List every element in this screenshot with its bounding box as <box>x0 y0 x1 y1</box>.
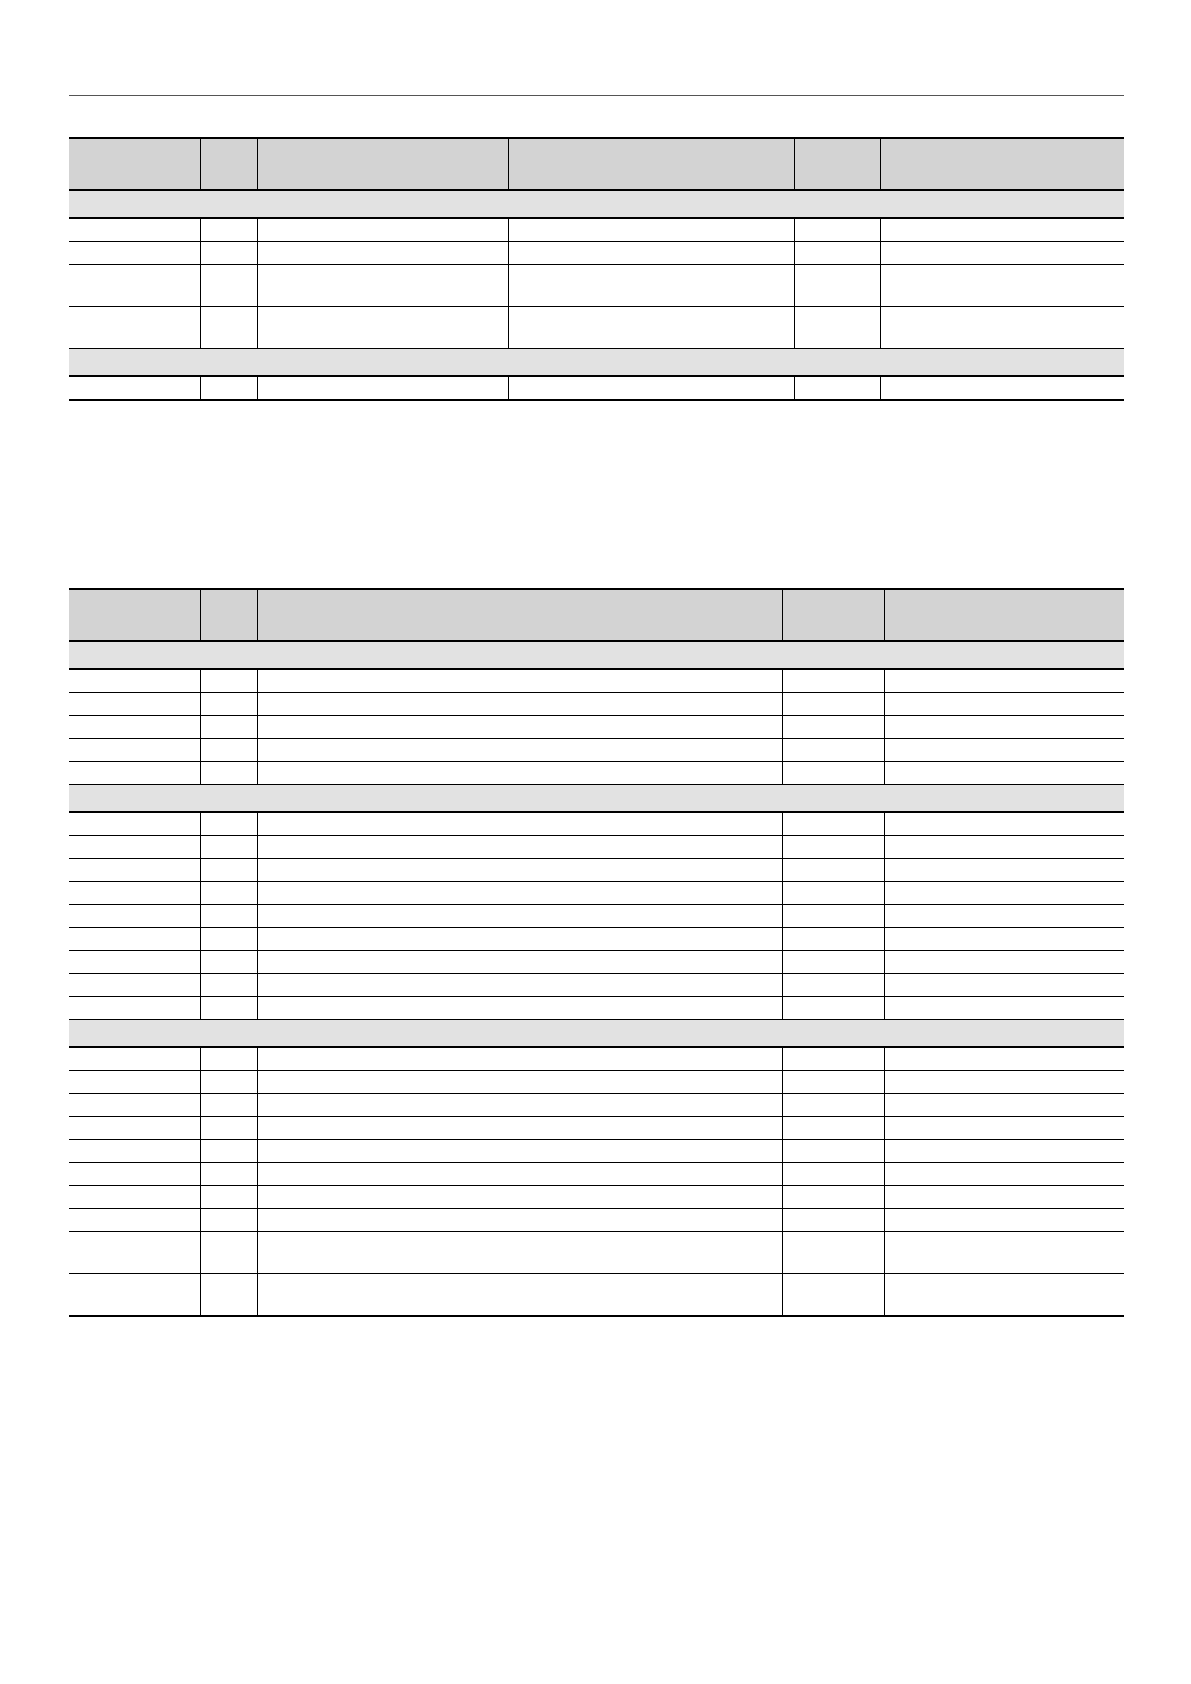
table-cell <box>508 265 794 307</box>
table-cell <box>69 307 200 349</box>
table-row <box>69 242 1124 265</box>
table-cell <box>782 1117 884 1140</box>
table-cell <box>884 905 1124 928</box>
table-cell <box>884 1117 1124 1140</box>
table-cell <box>257 1047 782 1071</box>
table-cell <box>200 376 257 400</box>
table-cell <box>69 859 200 882</box>
table-cell <box>200 974 257 997</box>
table-row <box>69 1232 1124 1274</box>
table-cell <box>782 1071 884 1094</box>
table-cell <box>782 716 884 739</box>
table-cell <box>782 951 884 974</box>
table-cell <box>884 1047 1124 1071</box>
section-header-row <box>69 641 1124 669</box>
table-cell <box>257 1117 782 1140</box>
table-cell <box>69 242 200 265</box>
table-cell <box>69 882 200 905</box>
parameter-table-1 <box>69 137 1124 401</box>
table-cell <box>257 218 508 242</box>
table-cell <box>257 265 508 307</box>
table-cell <box>257 882 782 905</box>
table-cell <box>884 693 1124 716</box>
table-cell <box>257 905 782 928</box>
table-cell <box>782 812 884 836</box>
table-cell <box>782 1209 884 1232</box>
column-header <box>257 138 508 190</box>
table-cell <box>884 1232 1124 1274</box>
table-cell <box>200 716 257 739</box>
table-cell <box>69 1047 200 1071</box>
table-cell <box>69 1163 200 1186</box>
table-row <box>69 1117 1124 1140</box>
column-header <box>200 589 257 641</box>
table-cell <box>782 669 884 693</box>
table-cell <box>200 739 257 762</box>
table-row <box>69 882 1124 905</box>
section-header-row <box>69 1020 1124 1048</box>
table-cell <box>200 1209 257 1232</box>
table-cell <box>884 1094 1124 1117</box>
table-cell <box>508 307 794 349</box>
table-cell <box>200 997 257 1020</box>
table-cell <box>884 669 1124 693</box>
table-cell <box>257 693 782 716</box>
table-cell <box>794 265 880 307</box>
page-header-rule <box>69 95 1124 96</box>
table-cell <box>257 997 782 1020</box>
table-row <box>69 716 1124 739</box>
table-cell <box>782 882 884 905</box>
table-cell <box>884 928 1124 951</box>
table-cell <box>508 376 794 400</box>
table-row <box>69 307 1124 349</box>
table-cell <box>69 836 200 859</box>
table-cell <box>200 1094 257 1117</box>
table-row <box>69 974 1124 997</box>
table-cell <box>884 1163 1124 1186</box>
table-cell <box>200 669 257 693</box>
table-cell <box>257 307 508 349</box>
table-cell <box>884 739 1124 762</box>
table-cell <box>508 218 794 242</box>
table-cell <box>782 1140 884 1163</box>
table-cell <box>200 1117 257 1140</box>
table-cell <box>69 376 200 400</box>
table-row <box>69 859 1124 882</box>
table-cell <box>69 997 200 1020</box>
table-cell <box>69 693 200 716</box>
table-cell <box>884 951 1124 974</box>
table-cell <box>257 812 782 836</box>
table-cell <box>884 1186 1124 1209</box>
table-cell <box>884 1140 1124 1163</box>
table-header-row <box>69 138 1124 190</box>
table-cell <box>257 1209 782 1232</box>
table-cell <box>257 739 782 762</box>
table-row <box>69 218 1124 242</box>
table-cell <box>257 1071 782 1094</box>
section-header-row <box>69 190 1124 218</box>
table-cell <box>200 242 257 265</box>
table-row <box>69 1071 1124 1094</box>
table-cell <box>200 1186 257 1209</box>
table-cell <box>200 1047 257 1071</box>
table-header-row <box>69 589 1124 641</box>
table-cell <box>884 762 1124 785</box>
table-cell <box>200 307 257 349</box>
table-cell <box>200 836 257 859</box>
table-cell <box>200 693 257 716</box>
table-row <box>69 265 1124 307</box>
table-cell <box>782 859 884 882</box>
table-row <box>69 812 1124 836</box>
table-cell <box>200 1274 257 1317</box>
table-cell <box>200 928 257 951</box>
table-cell <box>200 905 257 928</box>
table-cell <box>257 1274 782 1317</box>
table-cell <box>782 997 884 1020</box>
column-header <box>69 589 200 641</box>
table-row <box>69 836 1124 859</box>
column-header <box>884 589 1124 641</box>
table-cell <box>69 1186 200 1209</box>
table-cell <box>257 1094 782 1117</box>
section-title <box>69 190 1124 218</box>
section-header-row <box>69 785 1124 813</box>
table-cell <box>794 307 880 349</box>
table-cell <box>782 1047 884 1071</box>
table-cell <box>880 307 1124 349</box>
table-cell <box>257 762 782 785</box>
section-title <box>69 349 1124 377</box>
table-cell <box>884 1209 1124 1232</box>
table-cell <box>200 218 257 242</box>
table-row <box>69 1047 1124 1071</box>
parameter-table-2 <box>69 588 1124 1317</box>
table-cell <box>884 716 1124 739</box>
table-cell <box>880 265 1124 307</box>
table-row <box>69 693 1124 716</box>
table-cell <box>794 242 880 265</box>
column-header <box>782 589 884 641</box>
table-row <box>69 1186 1124 1209</box>
table-cell <box>69 265 200 307</box>
table-cell <box>884 1071 1124 1094</box>
table-cell <box>782 1094 884 1117</box>
table-cell <box>782 974 884 997</box>
table-cell <box>782 1274 884 1317</box>
section-header-row <box>69 349 1124 377</box>
table-cell <box>794 376 880 400</box>
table-row <box>69 1209 1124 1232</box>
table-row <box>69 997 1124 1020</box>
table-cell <box>257 669 782 693</box>
table-row <box>69 376 1124 400</box>
table-cell <box>69 974 200 997</box>
table-cell <box>884 997 1124 1020</box>
table-row <box>69 928 1124 951</box>
table-cell <box>782 693 884 716</box>
table-cell <box>69 951 200 974</box>
table-row <box>69 739 1124 762</box>
table-cell <box>69 1232 200 1274</box>
table-cell <box>69 1274 200 1317</box>
table-cell <box>200 812 257 836</box>
column-header <box>880 138 1124 190</box>
table-cell <box>884 812 1124 836</box>
table-cell <box>257 928 782 951</box>
table-cell <box>782 905 884 928</box>
table-cell <box>257 836 782 859</box>
table-cell <box>200 1140 257 1163</box>
table-row <box>69 1094 1124 1117</box>
table-cell <box>782 1186 884 1209</box>
table-cell <box>69 928 200 951</box>
table-row <box>69 1274 1124 1317</box>
table-cell <box>884 836 1124 859</box>
table-cell <box>782 928 884 951</box>
table-cell <box>782 739 884 762</box>
table-cell <box>508 242 794 265</box>
table-cell <box>200 762 257 785</box>
table-cell <box>257 859 782 882</box>
table-cell <box>884 859 1124 882</box>
table-cell <box>69 1140 200 1163</box>
table-row <box>69 669 1124 693</box>
table-cell <box>200 1232 257 1274</box>
table-cell <box>69 716 200 739</box>
table-cell <box>794 218 880 242</box>
table-cell <box>782 1163 884 1186</box>
table-cell <box>782 836 884 859</box>
table-cell <box>257 242 508 265</box>
table-cell <box>69 669 200 693</box>
table-cell <box>200 859 257 882</box>
table-cell <box>200 1071 257 1094</box>
table-cell <box>782 1232 884 1274</box>
table-cell <box>257 974 782 997</box>
table-cell <box>257 1232 782 1274</box>
table-cell <box>257 716 782 739</box>
table-cell <box>69 762 200 785</box>
table-row <box>69 762 1124 785</box>
table-row <box>69 1163 1124 1186</box>
table-cell <box>884 974 1124 997</box>
table-cell <box>884 882 1124 905</box>
table-cell <box>69 905 200 928</box>
column-header <box>508 138 794 190</box>
column-header <box>794 138 880 190</box>
table-cell <box>200 951 257 974</box>
table-cell <box>257 1186 782 1209</box>
column-header <box>200 138 257 190</box>
table-row <box>69 951 1124 974</box>
column-header <box>257 589 782 641</box>
table-cell <box>257 376 508 400</box>
table-cell <box>200 1163 257 1186</box>
table-cell <box>200 882 257 905</box>
table-cell <box>880 242 1124 265</box>
table-cell <box>880 376 1124 400</box>
table-cell <box>257 951 782 974</box>
table-cell <box>69 1117 200 1140</box>
column-header <box>69 138 200 190</box>
table-cell <box>69 1209 200 1232</box>
table-cell <box>69 1094 200 1117</box>
table-cell <box>69 218 200 242</box>
table-cell <box>200 265 257 307</box>
table-cell <box>69 739 200 762</box>
table-cell <box>880 218 1124 242</box>
table-row <box>69 905 1124 928</box>
section-title <box>69 785 1124 813</box>
table-cell <box>69 812 200 836</box>
table-cell <box>69 1071 200 1094</box>
table-cell <box>257 1163 782 1186</box>
table-row <box>69 1140 1124 1163</box>
section-title <box>69 641 1124 669</box>
table-cell <box>782 762 884 785</box>
section-title <box>69 1020 1124 1048</box>
table-cell <box>884 1274 1124 1317</box>
table-cell <box>257 1140 782 1163</box>
